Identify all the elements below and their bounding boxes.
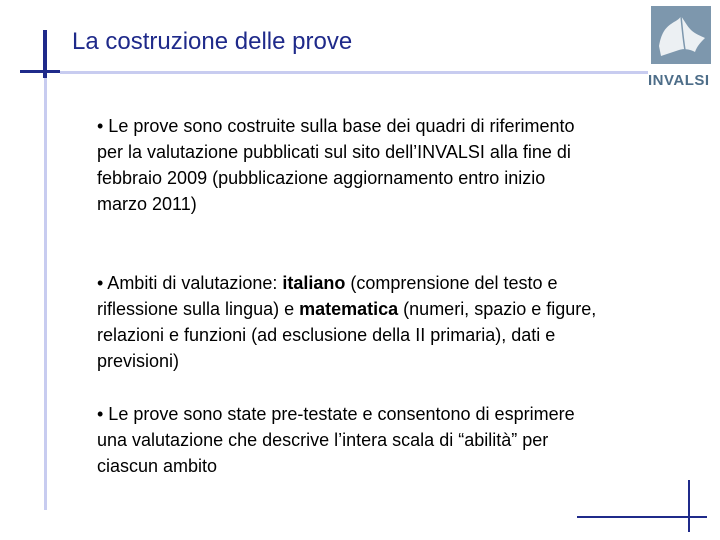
frame-horizontal-line-dark [20, 70, 60, 73]
logo-mark-icon [651, 6, 711, 64]
frame-horizontal-line-light [60, 71, 648, 74]
bullet-text-part: (numeri, spazio e figure, relazioni e funzioni (ad esclusione della II primaria), dati e previsioni) [97, 299, 597, 371]
slide-title: La costruzione delle prove [72, 28, 353, 55]
corner-vertical-line [688, 480, 690, 532]
bullet-item-2 [97, 270, 597, 374]
bullet-bold-matematica: matematica [299, 299, 399, 319]
frame-vertical-line-light [44, 78, 47, 510]
invalsi-logo [648, 6, 714, 90]
logo-text: INVALSI [648, 72, 710, 89]
bullet-bold-italiano: italiano [282, 273, 346, 293]
bullet-text-part: (comprensione del testo e riflessione sulla lingua) e [97, 273, 558, 319]
bullet-item-3 [97, 401, 597, 479]
bullet-text-part: • Ambiti di valutazione: [97, 273, 283, 293]
bullet-text: • Le prove sono state pre-testate e consentono di esprimere una valutazione che descrive l’intera scala di “abilità” per ciascun ambito [97, 404, 575, 476]
bullet-item-1 [97, 113, 597, 217]
bullet-text: • Le prove sono costruite sulla base dei quadri di riferimento per la valutazione pubblicati sul sito dell’INVALSI alla fine di febbraio 2009 (pubblicazione aggiornamento entro inizio marzo 2011) [97, 116, 575, 214]
